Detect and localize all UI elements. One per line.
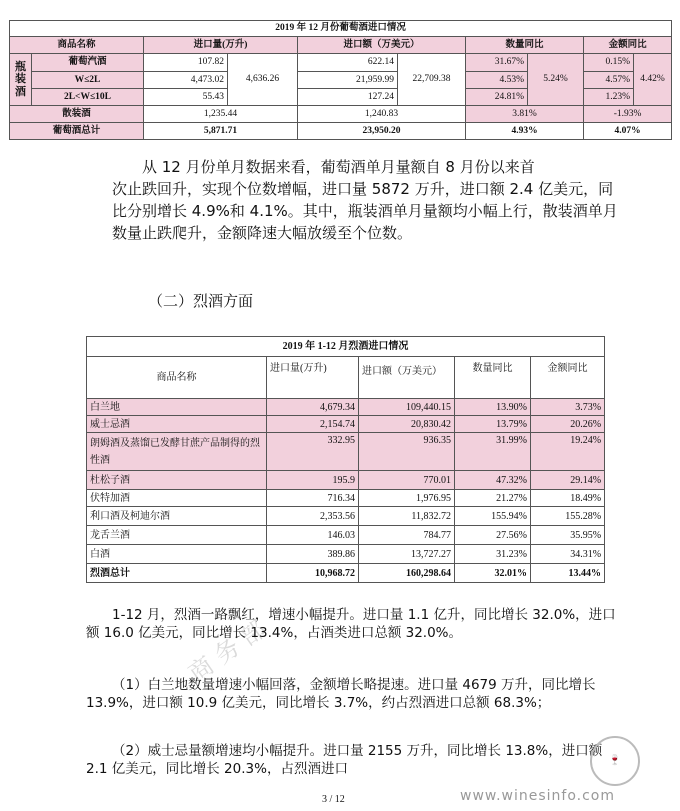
qty-yoy-cell: 4.53% <box>466 72 528 89</box>
amt-yoy-cell: 29.14% <box>531 471 605 490</box>
qty-yoy-cell: 13.79% <box>455 416 531 433</box>
amt-yoy-cell: 0.15% <box>584 54 634 72</box>
amt-yoy-cell: 20.26% <box>531 416 605 433</box>
qty-yoy-cell: 31.23% <box>455 545 531 564</box>
paragraph-wine-summary <box>112 156 624 244</box>
section-heading: （二）烈酒方面 <box>148 292 254 310</box>
amt-yoy-cell: 1.23% <box>584 89 634 106</box>
wine-glass-logo-icon: 🍷 <box>590 736 640 786</box>
total-amt: 23,950.20 <box>298 123 466 140</box>
header-name: 商品名称 <box>87 357 267 399</box>
qty-cell: 55.43 <box>144 89 228 106</box>
row-name: 葡萄汽酒 <box>32 54 144 72</box>
total-qty: 10,968.72 <box>267 564 359 583</box>
qty-yoy-cell: 13.90% <box>455 399 531 416</box>
amt-cell: 622.14 <box>298 54 398 72</box>
amt-yoy-cell: 34.31% <box>531 545 605 564</box>
row-name: 龙舌兰酒 <box>87 526 267 545</box>
header-qty: 进口量(万升) <box>267 357 359 399</box>
qty-yoy-cell: 47.32% <box>455 471 531 490</box>
paragraph-text: （1）白兰地数量增速小幅回落，金额增长略提速。进口量 4679 万升，同比增长 13.9%，进口额 10.9 亿美元，同比增长 3.7%，约占烈酒进口总额 68.3%； <box>86 677 596 711</box>
qty-cell: 2,353.56 <box>267 507 359 526</box>
bottled-qty-total: 4,636.26 <box>228 54 298 106</box>
qty-cell: 389.86 <box>267 545 359 564</box>
header-qty-yoy: 数量同比 <box>466 37 584 54</box>
page-number: 3 / 12 <box>322 794 345 805</box>
amt-cell: 109,440.15 <box>359 399 455 416</box>
row-name: 白兰地 <box>87 399 267 416</box>
qty-cell: 146.03 <box>267 526 359 545</box>
bottled-amt-yoy-total: 4.42% <box>634 54 672 106</box>
amt-cell: 13,727.27 <box>359 545 455 564</box>
bottled-amt-total: 22,709.38 <box>398 54 466 106</box>
row-name: 威士忌酒 <box>87 416 267 433</box>
amt-cell: 770.01 <box>359 471 455 490</box>
qty-yoy-cell: 155.94% <box>455 507 531 526</box>
header-amt-yoy: 金额同比 <box>531 357 605 399</box>
row-name: W≤2L <box>32 72 144 89</box>
amt-cell: 1,976.95 <box>359 490 455 507</box>
bulk-qty-yoy: 3.81% <box>466 106 584 123</box>
bulk-amt-yoy: -1.93% <box>584 106 672 123</box>
amt-yoy-cell: 19.24% <box>531 433 605 471</box>
row-name: 伏特加酒 <box>87 490 267 507</box>
total-name: 烈酒总计 <box>87 564 267 583</box>
amt-cell: 20,830.42 <box>359 416 455 433</box>
table-title: 2019 年 1-12 月烈酒进口情况 <box>87 337 605 357</box>
bulk-name: 散装酒 <box>10 106 144 123</box>
amt-yoy-cell: 4.57% <box>584 72 634 89</box>
qty-cell: 716.34 <box>267 490 359 507</box>
row-name: 2L<W≤10L <box>32 89 144 106</box>
paragraph-brandy <box>86 676 626 712</box>
qty-cell: 195.9 <box>267 471 359 490</box>
header-qty: 进口量(万升) <box>144 37 298 54</box>
header-qty-yoy: 数量同比 <box>455 357 531 399</box>
qty-yoy-cell: 31.67% <box>466 54 528 72</box>
amt-yoy-cell: 155.28% <box>531 507 605 526</box>
paragraph-text: （2）威士忌量额增速均小幅提升。进口量 2155 万升，同比增长 13.8%，进口额 2.1 亿美元，同比增长 20.3%，占烈酒进口 <box>86 743 603 777</box>
watermark-diagonal: 商 务 部 <box>183 614 271 688</box>
total-amt-yoy: 4.07% <box>584 123 672 140</box>
paragraph-line: 从 12 月份单月数据来看，葡萄酒单月量额自 8 月份以来首 <box>142 158 535 176</box>
watermark-url: www.winesinfo.com <box>460 788 615 804</box>
amt-cell: 21,959.99 <box>298 72 398 89</box>
row-name: 杜松子酒 <box>87 471 267 490</box>
wine-import-table <box>9 20 672 140</box>
bulk-qty: 1,235.44 <box>144 106 298 123</box>
qty-yoy-cell: 24.81% <box>466 89 528 106</box>
total-name: 葡萄酒总计 <box>10 123 144 140</box>
qty-cell: 332.95 <box>267 433 359 471</box>
row-name: 朗姆酒及蒸馏已发酵甘蔗产品制得的烈性酒 <box>87 433 267 471</box>
total-qty-yoy: 4.93% <box>466 123 584 140</box>
row-name: 利口酒及柯迪尔酒 <box>87 507 267 526</box>
qty-cell: 4,473.02 <box>144 72 228 89</box>
total-qty-yoy: 32.01% <box>455 564 531 583</box>
qty-yoy-cell: 27.56% <box>455 526 531 545</box>
paragraph-text: 1-12 月，烈酒一路飘红，增速小幅提升。进口量 1.1 亿升，同比增长 32.0%，进口额 16.0 亿美元，同比增长 13.4%，占酒类进口总额 32.0%。 <box>86 607 616 641</box>
header-amt: 进口额（万美元） <box>359 357 455 399</box>
table-title: 2019 年 12 月份葡萄酒进口情况 <box>10 21 672 37</box>
qty-cell: 4,679.34 <box>267 399 359 416</box>
amt-cell: 784.77 <box>359 526 455 545</box>
qty-yoy-cell: 21.27% <box>455 490 531 507</box>
amt-yoy-cell: 3.73% <box>531 399 605 416</box>
amt-cell: 936.35 <box>359 433 455 471</box>
paragraph-whisky <box>86 742 626 778</box>
header-name: 商品名称 <box>10 37 144 54</box>
total-amt-yoy: 13.44% <box>531 564 605 583</box>
amt-cell: 11,832.72 <box>359 507 455 526</box>
amt-cell: 127.24 <box>298 89 398 106</box>
bottled-label: 瓶装酒 <box>10 54 32 106</box>
header-amt: 进口额（万美元） <box>298 37 466 54</box>
bulk-amt: 1,240.83 <box>298 106 466 123</box>
amt-yoy-cell: 35.95% <box>531 526 605 545</box>
qty-cell: 2,154.74 <box>267 416 359 433</box>
qty-yoy-cell: 31.99% <box>455 433 531 471</box>
paragraph-spirits-summary <box>86 606 626 642</box>
paragraph-body: 次止跌回升，实现个位数增幅，进口量 5872 万升，进口额 2.4 亿美元，同比分别增长 4.9%和 4.1%。其中，瓶装酒单月量额均小幅上行，散装酒单月数量止跌爬升，金额降速大幅放缓至个位数。 <box>112 180 618 242</box>
bottled-qty-yoy-total: 5.24% <box>528 54 584 106</box>
total-qty: 5,871.71 <box>144 123 298 140</box>
total-amt: 160,298.64 <box>359 564 455 583</box>
spirits-import-table <box>86 336 605 583</box>
amt-yoy-cell: 18.49% <box>531 490 605 507</box>
qty-cell: 107.82 <box>144 54 228 72</box>
header-amt-yoy: 金额同比 <box>584 37 672 54</box>
row-name: 白酒 <box>87 545 267 564</box>
